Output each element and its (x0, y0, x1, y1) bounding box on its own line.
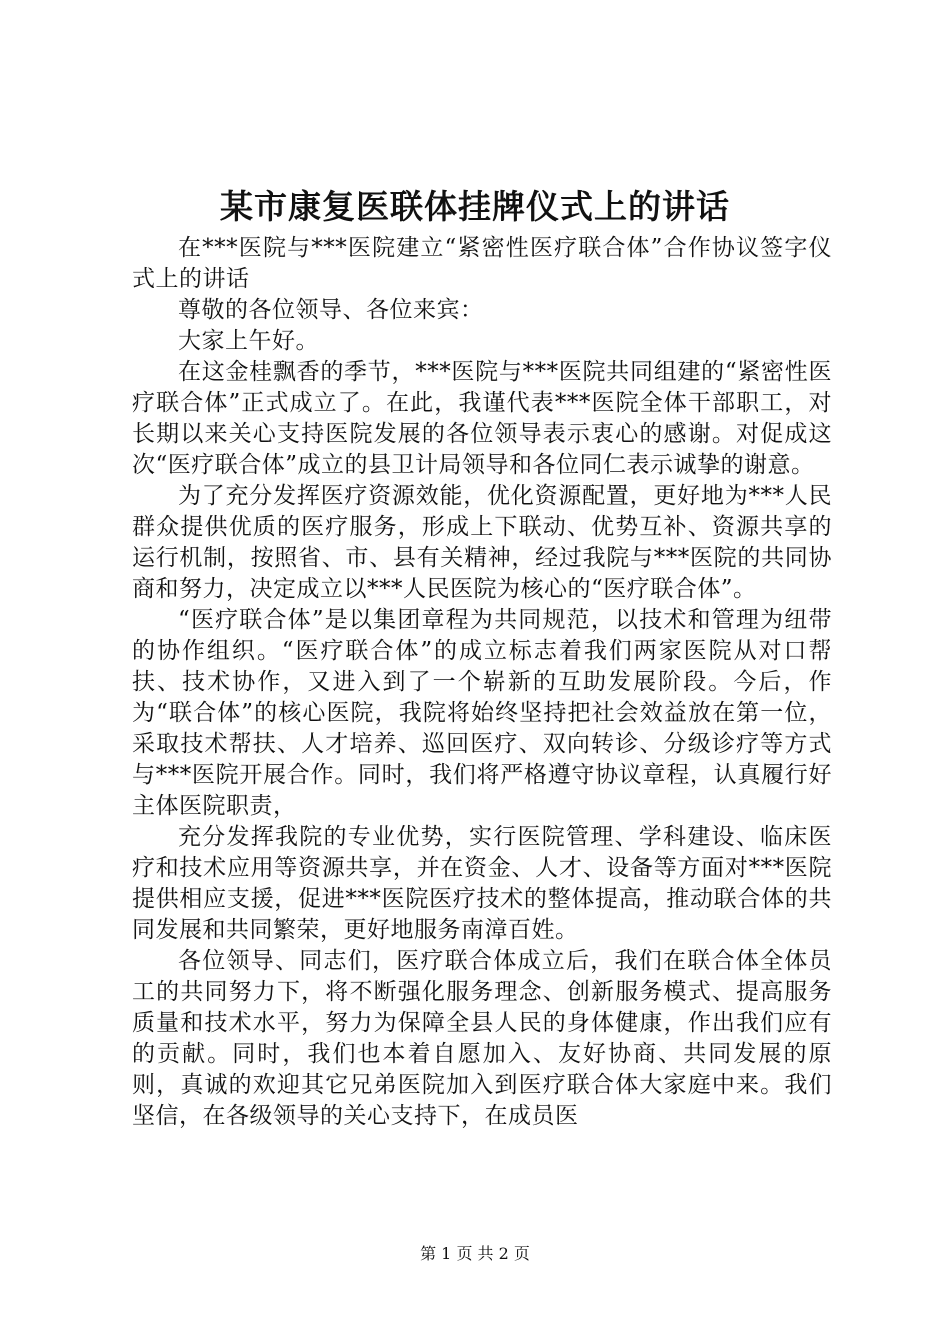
paragraph-purpose: 为了充分发挥医疗资源效能，优化资源配置，更好地为***人民群众提供优质的医疗服务，形成上下联动、优势互补、资源共享的运行机制，按照省、市、县有关精神，经过我院与***医院的共同协商和努力，决定成立以***人民医院为核心的“医疗联合体”。 (132, 483, 832, 602)
page-number: 第 1 页 共 2 页 (420, 1244, 530, 1263)
document-title: 某市康复医联体挂牌仪式上的讲话 (220, 187, 730, 226)
document-body (132, 233, 832, 1132)
paragraph-intro: 在***医院与***医院建立“紧密性医疗联合体”合作协议签字仪式上的讲话 (132, 235, 832, 292)
paragraph-opening: 在这金桂飘香的季节，***医院与***医院共同组建的“紧密性医疗联合体”正式成立了。在此，我谨代表***医院全体干部职工，对长期以来关心支持医院发展的各位领导表示衷心的感谢。对促成这次“医疗联合体”成立的县卫计局领导和各位同仁表示诚挚的谢意。 (132, 359, 832, 478)
paragraph-definition: “医疗联合体”是以集团章程为共同规范，以技术和管理为纽带的协作组织。“医疗联合体”的成立标志着我们两家医院从对口帮扶、技术协作，又进入到了一个崭新的互助发展阶段。今后，作为“联合体”的核心医院，我院将始终坚持把社会效益放在第一位，采取技术帮扶、人才培养、巡回医疗、双向转诊、分级诊疗等方式与***医院开展合作。同时，我们将严格遵守协议章程，认真履行好主体医院职责， (132, 607, 832, 819)
paragraph-advantages: 充分发挥我院的专业优势，实行医院管理、学科建设、临床医疗和技术应用等资源共享，并在资金、人才、设备等方面对***医院提供相应支援，促进***医院医疗技术的整体提高，推动联合体的共同发展和共同繁荣，更好地服务南漳百姓。 (132, 824, 832, 943)
paragraph-greeting: 大家上午好。 (178, 328, 319, 354)
paragraph-salutation: 尊敬的各位领导、各位来宾： (178, 297, 484, 323)
paragraph-closing: 各位领导、同志们，医疗联合体成立后，我们在联合体全体员工的共同努力下，将不断强化服务理念、创新服务模式、提高服务质量和技术水平，努力为保障全县人民的身体健康，作出我们应有的贡献。同时，我们也本着自愿加入、友好协商、共同发展的原则，真诚的欢迎其它兄弟医院加入到医疗联合体大家庭中来。我们坚信，在各级领导的关心支持下，在成员医 (132, 948, 832, 1129)
